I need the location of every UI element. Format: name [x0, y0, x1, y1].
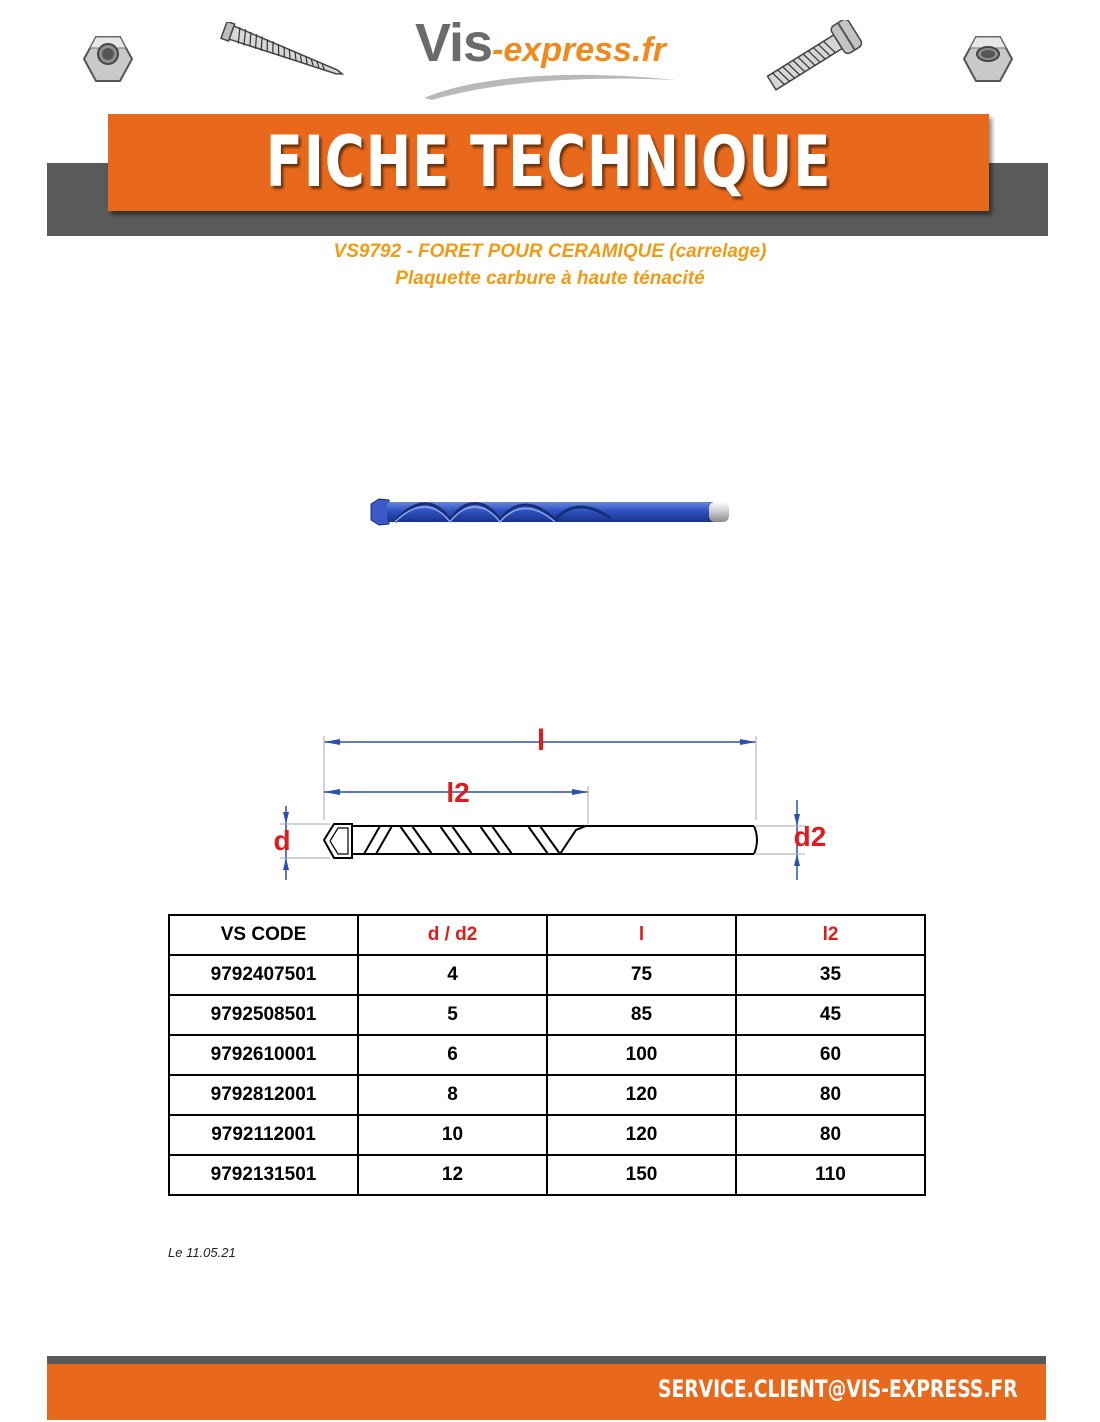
table-cell: 4 [358, 955, 547, 995]
hex-nut-icon-left [82, 34, 134, 84]
product-title: VS9792 - FORET POUR CERAMIQUE (carrelage) [333, 241, 767, 262]
table-cell: 150 [547, 1155, 736, 1195]
footer-gray-band [47, 1356, 1046, 1364]
machine-screw-icon [760, 20, 870, 92]
table-cell: 80 [736, 1115, 925, 1155]
table-row [169, 995, 925, 1035]
table-cell: 8 [358, 1075, 547, 1115]
wood-screw-icon [212, 22, 352, 82]
dimension-label-d2: d2 [793, 821, 827, 852]
dimension-label-l: l [536, 724, 546, 757]
table-header-cell: d / d2 [358, 915, 547, 955]
table-row [169, 1155, 925, 1195]
drill-bit-photo [365, 492, 735, 532]
table-cell: 6 [358, 1035, 547, 1075]
banner-title: FICHE TECHNIQUE [265, 121, 832, 203]
footer-email-link[interactable]: SERVICE.CLIENT@VIS-EXPRESS.FR [658, 1375, 1018, 1403]
table-cell: 85 [547, 995, 736, 1035]
table-cell: 9792508501 [169, 995, 358, 1035]
dimension-label-l2: l2 [446, 777, 470, 808]
brand-logo [415, 12, 666, 74]
table-cell: 75 [547, 955, 736, 995]
table-cell: 120 [547, 1075, 736, 1115]
table-cell: 35 [736, 955, 925, 995]
table-cell: 45 [736, 995, 925, 1035]
table-cell: 5 [358, 995, 547, 1035]
table-header-cell: l2 [736, 915, 925, 955]
table-cell: 80 [736, 1075, 925, 1115]
logo-swoosh-icon [420, 70, 680, 102]
table-row [169, 1115, 925, 1155]
dimension-diagram [260, 720, 850, 890]
table-cell: 10 [358, 1115, 547, 1155]
table-row [169, 955, 925, 995]
logo-main-text: Vis [415, 13, 493, 73]
table-cell: 9792112001 [169, 1115, 358, 1155]
table-cell: 100 [547, 1035, 736, 1075]
table-cell: 60 [736, 1035, 925, 1075]
table-cell: 120 [547, 1115, 736, 1155]
logo-domain-text: -express.fr [492, 31, 666, 69]
table-cell: 110 [736, 1155, 925, 1195]
table-cell: 9792812001 [169, 1075, 358, 1115]
table-header-cell: l [547, 915, 736, 955]
dimension-label-d: d [273, 825, 291, 856]
table-header-cell: VS CODE [169, 915, 358, 955]
table-row [169, 1075, 925, 1115]
table-cell: 9792131501 [169, 1155, 358, 1195]
table-cell: 9792610001 [169, 1035, 358, 1075]
product-subtitle: Plaquette carbure à haute ténacité [395, 268, 705, 289]
spec-table [168, 914, 926, 1196]
table-cell: 9792407501 [169, 955, 358, 995]
table-cell: 12 [358, 1155, 547, 1195]
table-row [169, 1035, 925, 1075]
hex-nut-icon-right [962, 34, 1014, 84]
date-note: Le 11.05.21 [168, 1245, 236, 1260]
table-header-row [169, 915, 925, 955]
